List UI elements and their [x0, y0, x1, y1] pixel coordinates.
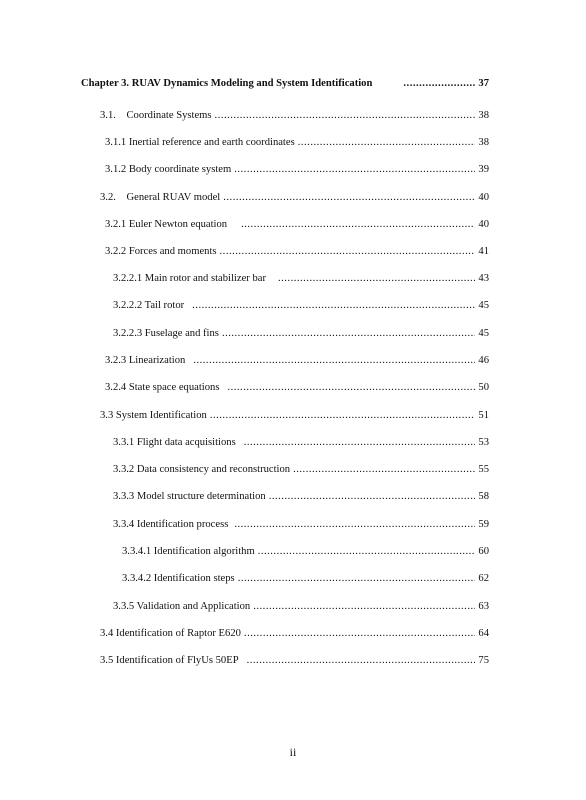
- leader-dots: [253, 600, 475, 613]
- toc-entry-title: Chapter 3. RUAV Dynamics Modeling and System Identification: [81, 78, 373, 89]
- toc-entry-title: 3.5 Identification of FlyUs 50EP: [100, 655, 239, 666]
- toc-entry-3-2-2-3: [113, 327, 489, 340]
- toc-entry-title: 3.2.2 Forces and moments: [105, 246, 217, 257]
- toc-entry-page: 45: [478, 300, 489, 311]
- toc-entry-3-3-4-2: [122, 572, 489, 585]
- toc-entry-page: 40: [478, 219, 489, 230]
- toc-entry-title: 3.2.1 Euler Newton equation: [105, 219, 228, 230]
- toc-entry-3-2-1: [105, 218, 489, 231]
- leader-dots: [223, 191, 475, 204]
- toc-entry-title: 3.2.2.1 Main rotor and stabilizer bar: [113, 273, 266, 284]
- toc-entry-page: 40: [478, 192, 489, 203]
- toc-entry-3-3-4: [113, 518, 489, 531]
- leader-dots: [247, 654, 476, 667]
- toc-entry-title: 3.1.1 Inertial reference and earth coordinates: [105, 137, 295, 148]
- toc-entry-title: 3.3.4.2 Identification steps: [122, 573, 235, 584]
- toc-entry-page: 46: [478, 355, 489, 366]
- toc-entry-title: 3.3.4 Identification process: [113, 519, 229, 530]
- leader-dots: [269, 490, 476, 503]
- toc-entry-title: 3.3.2 Data consistency and reconstruction: [113, 464, 291, 475]
- toc-entry-page: 50: [478, 382, 489, 393]
- toc-entry-page: 58: [478, 491, 489, 502]
- toc-entry-title: 3.2. General RUAV model: [100, 192, 221, 203]
- toc-entry-3-2-2-2: [113, 299, 489, 312]
- toc-entry-title: 3.3.4.1 Identification algorithm: [122, 546, 255, 557]
- toc-entry-3-2-4: [105, 381, 489, 394]
- toc-entry-3-2-2: [105, 245, 489, 258]
- leader-dots: [244, 436, 476, 449]
- toc-entry-3-1-1: [105, 136, 489, 149]
- toc-entry-3-2-3: [105, 354, 489, 367]
- toc-entry-title: 3.1.2 Body coordinate system: [105, 164, 232, 175]
- leader-dots: [238, 572, 476, 585]
- toc-entry-title: 3.4 Identification of Raptor E620: [100, 628, 241, 639]
- toc-entry-page: 59: [478, 519, 489, 530]
- toc-entry-title: 3.3 System Identification: [100, 410, 207, 421]
- toc-entry-page: 38: [478, 137, 489, 148]
- toc-entry-3-3-3: [113, 490, 489, 503]
- leader-dots: [192, 299, 475, 312]
- toc-entry-3-4: [100, 627, 489, 640]
- leader-dots: [227, 381, 475, 394]
- toc-entry-chapter-3: [81, 77, 489, 90]
- toc-entry-3-3-5: [113, 600, 489, 613]
- toc-entry-3-1-2: [105, 163, 489, 176]
- toc-entry-title: 3.2.2.2 Tail rotor: [113, 300, 185, 311]
- toc-entry-page: 55: [478, 464, 489, 475]
- toc-entry-title: 3.1. Coordinate Systems: [100, 110, 212, 121]
- leader-dots: [215, 109, 476, 122]
- toc-entry-page: 45: [478, 328, 489, 339]
- leader-dots: [193, 354, 475, 367]
- toc-entry-page: 37: [478, 78, 489, 89]
- leader-dots: [298, 136, 476, 149]
- toc-entry-3-2: [100, 191, 489, 204]
- toc-entry-title: 3.3.3 Model structure determination: [113, 491, 266, 502]
- toc-entry-title: 3.2.2.3 Fuselage and fins: [113, 328, 219, 339]
- toc-entry-3-1: [100, 109, 489, 122]
- toc-entry-page: 75: [478, 655, 489, 666]
- toc-entry-page: 51: [478, 410, 489, 421]
- toc-entry-title: 3.3.1 Flight data acquisitions: [113, 437, 236, 448]
- leader-dots: [278, 272, 475, 285]
- toc-entry-page: 39: [478, 164, 489, 175]
- toc-entry-3-5: [100, 654, 489, 667]
- footer-page-number: ii: [289, 745, 297, 759]
- leader-dots: [234, 163, 475, 176]
- leader-dots: [234, 518, 475, 531]
- toc-entry-3-2-2-1: [113, 272, 489, 285]
- toc-entry-3-3-2: [113, 463, 489, 476]
- leader-dots: [244, 627, 475, 640]
- toc-entry-page: 63: [478, 601, 489, 612]
- toc-entry-page: 62: [478, 573, 489, 584]
- toc-entry-title: 3.3.5 Validation and Application: [113, 601, 251, 612]
- leader-dots: [222, 327, 475, 340]
- toc-entry-page: 64: [478, 628, 489, 639]
- toc-entry-3-3-1: [113, 436, 489, 449]
- toc-entry-title: 3.2.4 State space equations: [105, 382, 220, 393]
- toc-entry-title: 3.2.3 Linearization: [105, 355, 186, 366]
- leader-dots: [220, 245, 476, 258]
- toc-entry-page: 38: [478, 110, 489, 121]
- leader-dots: [241, 218, 475, 231]
- toc-entry-3-3: [100, 409, 489, 422]
- toc-entry-3-3-4-1: [122, 545, 489, 558]
- toc-entry-page: 43: [478, 273, 489, 284]
- toc-entry-page: 60: [478, 546, 489, 557]
- leader-dots: [258, 545, 476, 558]
- leader-dots: [210, 409, 476, 422]
- toc-entry-page: 41: [478, 246, 489, 257]
- toc-entry-page: 53: [478, 437, 489, 448]
- leader-dots: [293, 463, 475, 476]
- leader-dots: [403, 77, 475, 90]
